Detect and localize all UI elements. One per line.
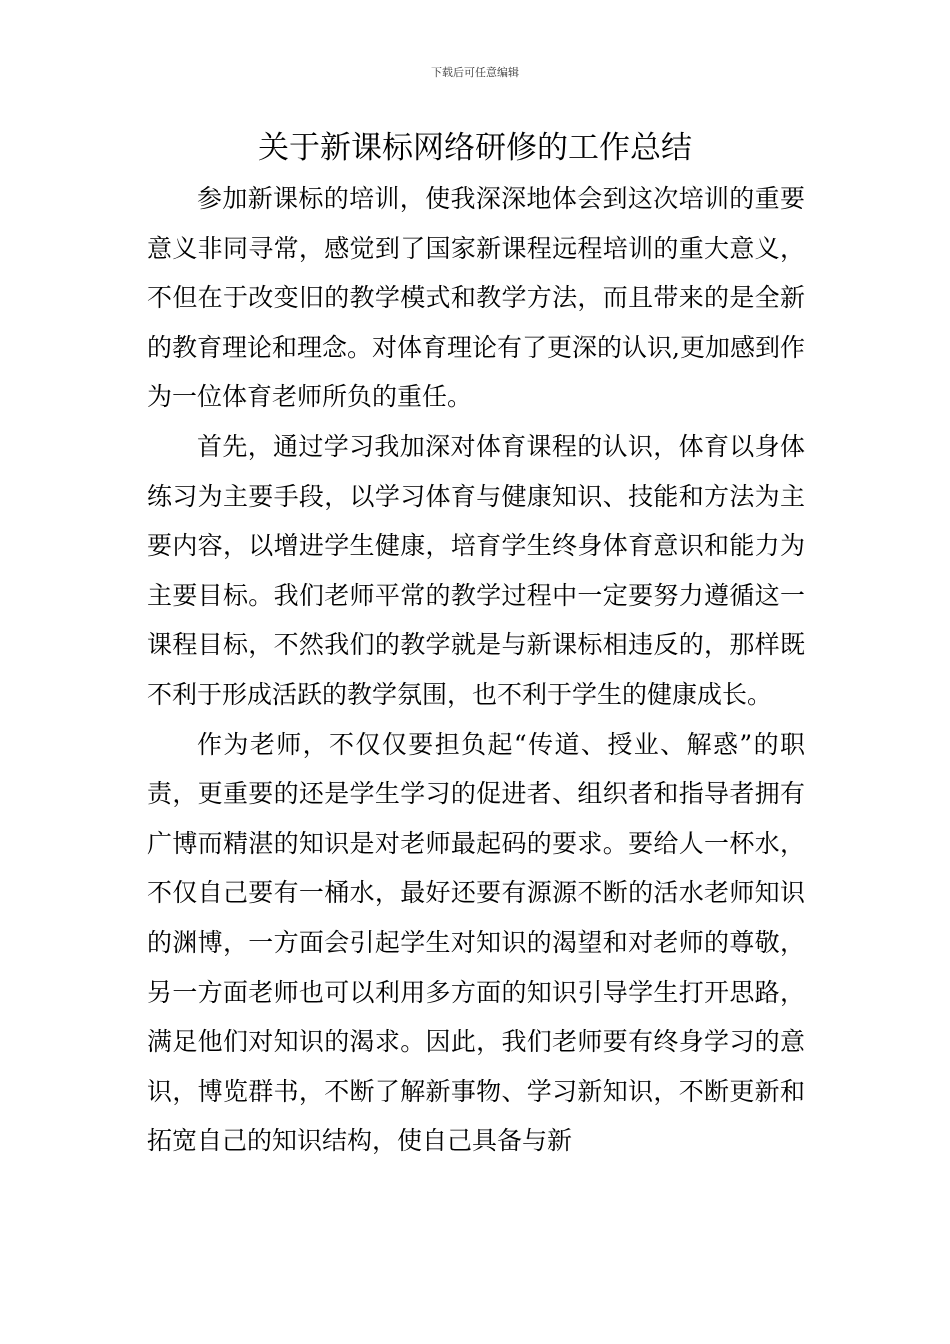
header-note: 下载后可任意编辑: [431, 66, 519, 79]
paragraph-3: 作为老师，不仅仅要担负起“传道、授业、解惑”的职责，更重要的还是学生学习的促进者、组织者和指导者拥有广博而精湛的知识是对老师最起码的要求。要给人一杯水，不仅自己要有一桶水，最好还要有源源不断的活水老师知识的渊博，一方面会引起学生对知识的渴望和对老师的尊敬，另一方面老师也可以利用多方面的知识引导学生打开思路，满足他们对知识的渴求。因此，我们老师要有终身学习的意识，博览群书，不断了解新事物、学习新知识，不断更新和拓宽自己的知识结构，使自己具备与新: [147, 729, 805, 1156]
document-body: [147, 174, 805, 1166]
paragraph-2: 首先，通过学习我加深对体育课程的认识，体育以身体练习为主要手段，以学习体育与健康知识、技能和方法为主要内容，以增进学生健康，培育学生终身体育意识和能力为主要目标。我们老师平常的教学过程中一定要努力遵循这一课程目标，不然我们的教学就是与新课标相违反的，那样既不利于形成活跃的教学氛围，也不利于学生的健康成长。: [147, 431, 805, 709]
paragraph-1: 参加新课标的培训，使我深深地体会到这次培训的重要意义非同寻常，感觉到了国家新课程远程培训的重大意义，不但在于改变旧的教学模式和教学方法，而且带来的是全新的教育理论和理念。对体育理论有了更深的认识,更加感到作为一位体育老师所负的重任。: [147, 184, 805, 412]
document-title: 关于新课标网络研修的工作总结: [258, 130, 692, 166]
